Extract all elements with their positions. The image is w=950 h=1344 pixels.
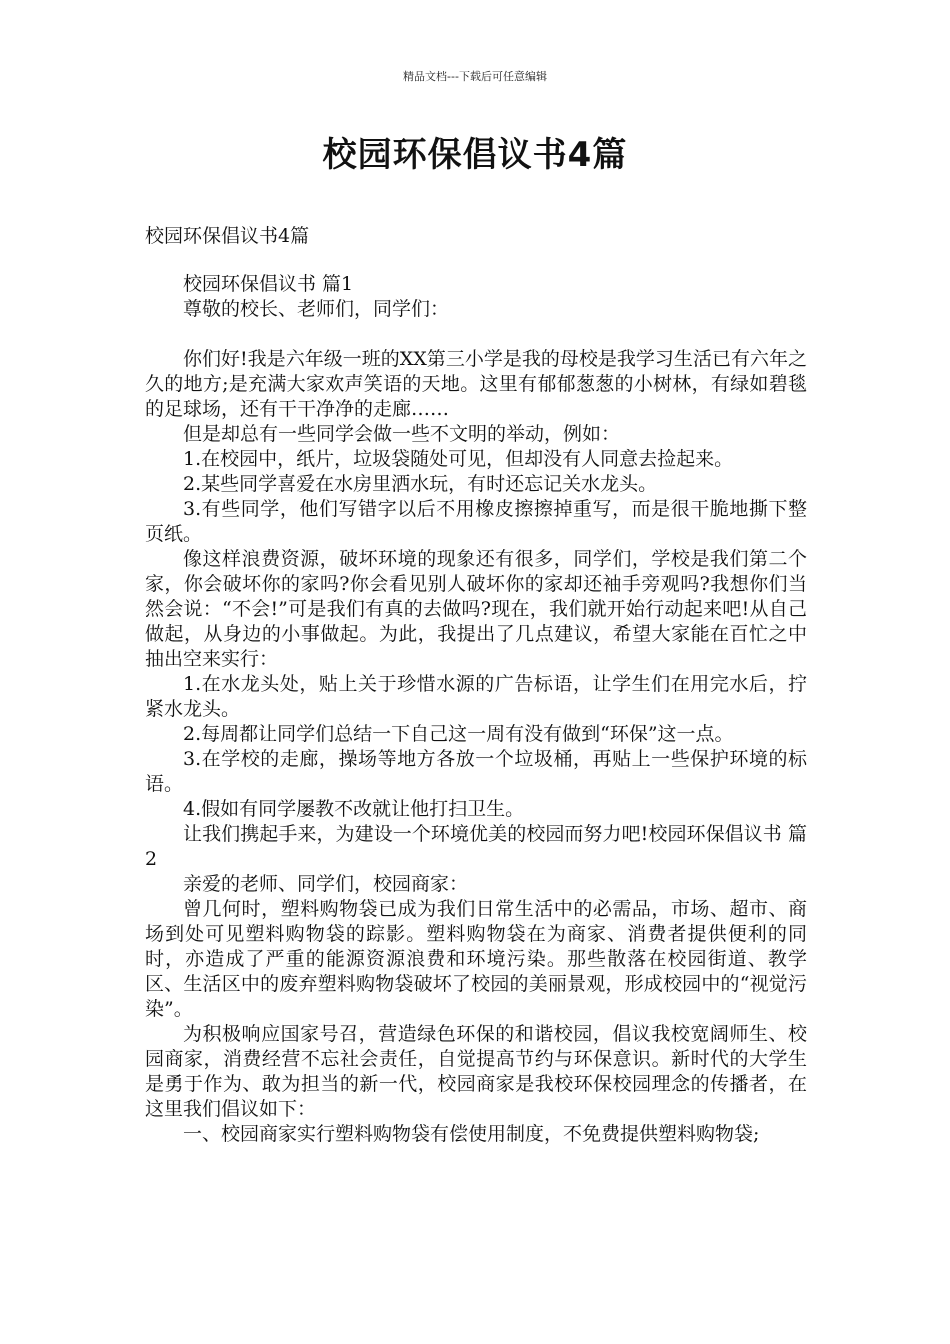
- list-item: 2.某些同学喜爱在水房里洒水玩，有时还忘记关水龙头。: [183, 473, 658, 495]
- body-paragraph: 一、校园商家实行塑料购物袋有偿使用制度，不免费提供塑料购物袋;: [183, 1123, 760, 1145]
- body-paragraph: 为积极响应国家号召，营造绿色环保的和谐校园，倡议我校宽阔师生、校园商家，消费经营不忘社会责任，自觉提高节约与环保意识。新时代的大学生是勇于作为、敢为担当的新一代，校园商家是我校环保校园理念的传播者，在这里我们倡议如下：: [145, 1023, 807, 1120]
- body-paragraph: 你们好!我是六年级一班的XX第三小学是我的母校是我学习生活已有六年之久的地方;是充满大家欢声笑语的天地。这里有郁郁葱葱的小树林，有绿如碧毯的足球场，还有干干净净的走廊……: [145, 348, 807, 420]
- list-item: 3.在学校的走廊，操场等地方各放一个垃圾桶，再贴上一些保护环境的标语。: [145, 748, 807, 795]
- salutation-2: 亲爱的老师、同学们，校园商家：: [183, 873, 469, 895]
- header-note: 精品文档---下载后可任意编辑: [403, 70, 547, 83]
- list-item: 1.在水龙头处，贴上关于珍惜水源的广告标语，让学生们在用完水后，拧紧水龙头。: [145, 673, 807, 720]
- body-paragraph: 让我们携起手来，为建设一个环境优美的校园而努力吧!校园环保倡议书 篇2: [145, 823, 807, 870]
- section-heading-1: 校园环保倡议书 篇1: [183, 273, 354, 295]
- body-paragraph: 但是却总有一些同学会做一些不文明的举动，例如：: [183, 423, 621, 445]
- document-subtitle: 校园环保倡议书4篇: [145, 225, 310, 247]
- document-body: [145, 272, 807, 1147]
- document-title: 校园环保倡议书4篇: [322, 135, 628, 175]
- list-item: 3.有些同学，他们写错字以后不用橡皮擦擦掉重写，而是很干脆地撕下整页纸。: [145, 498, 807, 545]
- body-paragraph: 曾几何时，塑料购物袋已成为我们日常生活中的必需品，市场、超市、商场到处可见塑料购物袋的踪影。塑料购物袋在为商家、消费者提供便利的同时，亦造成了严重的能源资源浪费和环境污染。那些散落在校园街道、教学区、生活区中的废弃塑料购物袋破坏了校园的美丽景观，形成校园中的“视觉污染”。: [145, 898, 807, 1020]
- salutation-1: 尊敬的校长、老师们，同学们：: [183, 298, 450, 320]
- body-paragraph: 像这样浪费资源，破坏环境的现象还有很多，同学们，学校是我们第二个家，你会破坏你的家吗?你会看见别人破坏你的家却还袖手旁观吗?我想你们当然会说：“不会!”可是我们有真的去做吗?现在，我们就开始行动起来吧!从自己做起，从身边的小事做起。为此，我提出了几点建议，希望大家能在百忙之中抽出空来实行：: [145, 548, 807, 670]
- list-item: 4.假如有同学屡教不改就让他打扫卫生。: [183, 798, 525, 820]
- list-item: 2.每周都让同学们总结一下自己这一周有没有做到“环保”这一点。: [183, 723, 734, 745]
- list-item: 1.在校园中，纸片，垃圾袋随处可见，但却没有人同意去捡起来。: [183, 448, 734, 470]
